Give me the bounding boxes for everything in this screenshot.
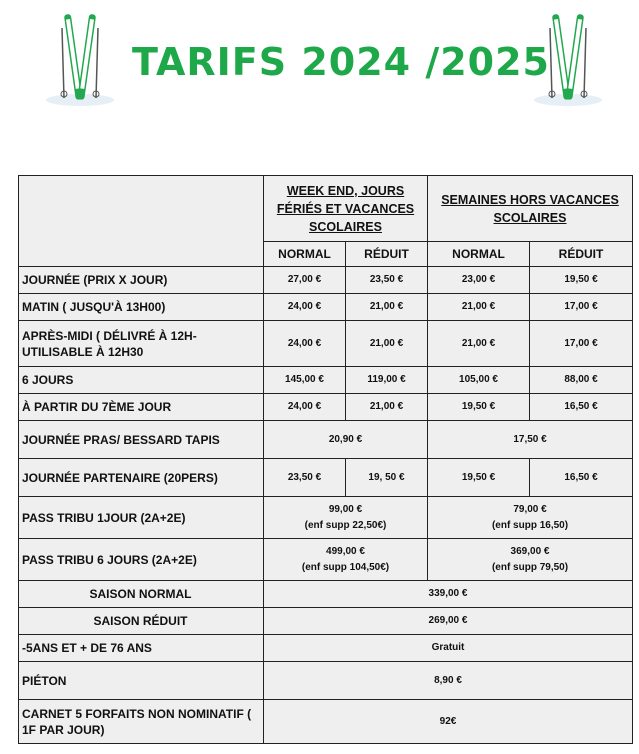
col-header-reduit: RÉDUIT [346, 242, 428, 267]
price-note: (enf supp 79,50) [491, 561, 569, 573]
price-cell: 23,50 € [264, 459, 346, 497]
price-cell: 145,00 € [264, 367, 346, 394]
price-table [18, 175, 633, 744]
corner-cell [19, 176, 264, 267]
row-label: PASS TRIBU 1JOUR (2A+2E) [19, 497, 264, 539]
table-row [19, 294, 633, 321]
price-cell: 19,50 € [428, 394, 530, 421]
table-row [19, 539, 633, 581]
price-cell: 88,00 € [530, 367, 633, 394]
table-row [19, 394, 633, 421]
price-cell: 19, 50 € [346, 459, 428, 497]
group-header-weekend: WEEK END, JOURS FÉRIÉS ET VACANCES SCOLAIRES [264, 176, 428, 242]
col-header-normal: NORMAL [428, 242, 530, 267]
table-row [19, 267, 633, 294]
row-label: 6 JOURS [19, 367, 264, 394]
table-row [19, 700, 633, 744]
price-cell: 16,50 € [530, 459, 633, 497]
price-value: 499,00 € [326, 545, 365, 557]
table-row [19, 459, 633, 497]
row-label: MATIN ( JUSQU'À 13H00) [19, 294, 264, 321]
price-cell: 16,50 € [530, 394, 633, 421]
price-note: (enf supp 22,50€) [304, 519, 387, 531]
row-label: JOURNÉE PARTENAIRE (20PERS) [19, 459, 264, 497]
table-row [19, 321, 633, 367]
price-cell: 17,00 € [530, 294, 633, 321]
table-row [19, 367, 633, 394]
row-label: SAISON RÉDUIT [19, 608, 264, 635]
row-label: JOURNÉE PRAS/ BESSARD TAPIS [19, 421, 264, 459]
table-row [19, 421, 633, 459]
skis-left-icon [42, 8, 117, 108]
price-cell: 19,50 € [428, 459, 530, 497]
price-cell [428, 539, 633, 581]
price-cell: 21,00 € [346, 294, 428, 321]
price-cell: 17,50 € [428, 421, 633, 459]
row-label: JOURNÉE (PRIX X JOUR) [19, 267, 264, 294]
group-header-weekdays: SEMAINES HORS VACANCES SCOLAIRES [428, 176, 633, 242]
page-title: TARIFS 2024 /2025 [132, 40, 550, 84]
price-value: 79,00 € [513, 503, 547, 515]
price-cell: 269,00 € [264, 608, 633, 635]
price-cell: 339,00 € [264, 581, 633, 608]
price-cell: 19,50 € [530, 267, 633, 294]
price-cell: 105,00 € [428, 367, 530, 394]
row-label: PIÉTON [19, 662, 264, 700]
row-label: SAISON NORMAL [19, 581, 264, 608]
row-label: APRÈS-MIDI ( DÉLIVRÉ À 12H- UTILISABLE À 12H30 [19, 321, 264, 367]
table-header-row [19, 176, 633, 242]
col-header-reduit: RÉDUIT [530, 242, 633, 267]
table-row [19, 497, 633, 539]
price-note: (enf supp 104,50€) [301, 561, 390, 573]
table-row [19, 662, 633, 700]
table-row [19, 635, 633, 662]
price-cell: 23,00 € [428, 267, 530, 294]
price-value: 99,00 € [328, 503, 363, 515]
price-note: (enf supp 16,50) [491, 519, 569, 531]
table-row [19, 608, 633, 635]
price-cell: 21,00 € [428, 321, 530, 367]
price-cell: 24,00 € [264, 321, 346, 367]
row-label: -5ANS ET + DE 76 ANS [19, 635, 264, 662]
price-cell [264, 497, 428, 539]
price-cell: 21,00 € [428, 294, 530, 321]
price-cell: 21,00 € [346, 394, 428, 421]
table-row [19, 581, 633, 608]
col-header-normal: NORMAL [264, 242, 346, 267]
price-value: 369,00 € [510, 545, 550, 557]
price-cell: 8,90 € [264, 662, 633, 700]
row-label: CARNET 5 FORFAITS NON NOMINATIF ( 1F PAR JOUR) [19, 700, 264, 744]
price-cell: 24,00 € [264, 394, 346, 421]
price-cell: 17,00 € [530, 321, 633, 367]
price-cell: 23,50 € [346, 267, 428, 294]
price-cell: 119,00 € [346, 367, 428, 394]
price-cell: Gratuit [264, 635, 633, 662]
price-cell: 24,00 € [264, 294, 346, 321]
price-cell: 92€ [264, 700, 633, 744]
row-label: À PARTIR DU 7ÈME JOUR [19, 394, 264, 421]
price-cell: 21,00 € [346, 321, 428, 367]
price-cell [428, 497, 633, 539]
price-cell: 20,90 € [264, 421, 428, 459]
row-label: PASS TRIBU 6 JOURS (2A+2E) [19, 539, 264, 581]
price-cell [264, 539, 428, 581]
price-cell: 27,00 € [264, 267, 346, 294]
